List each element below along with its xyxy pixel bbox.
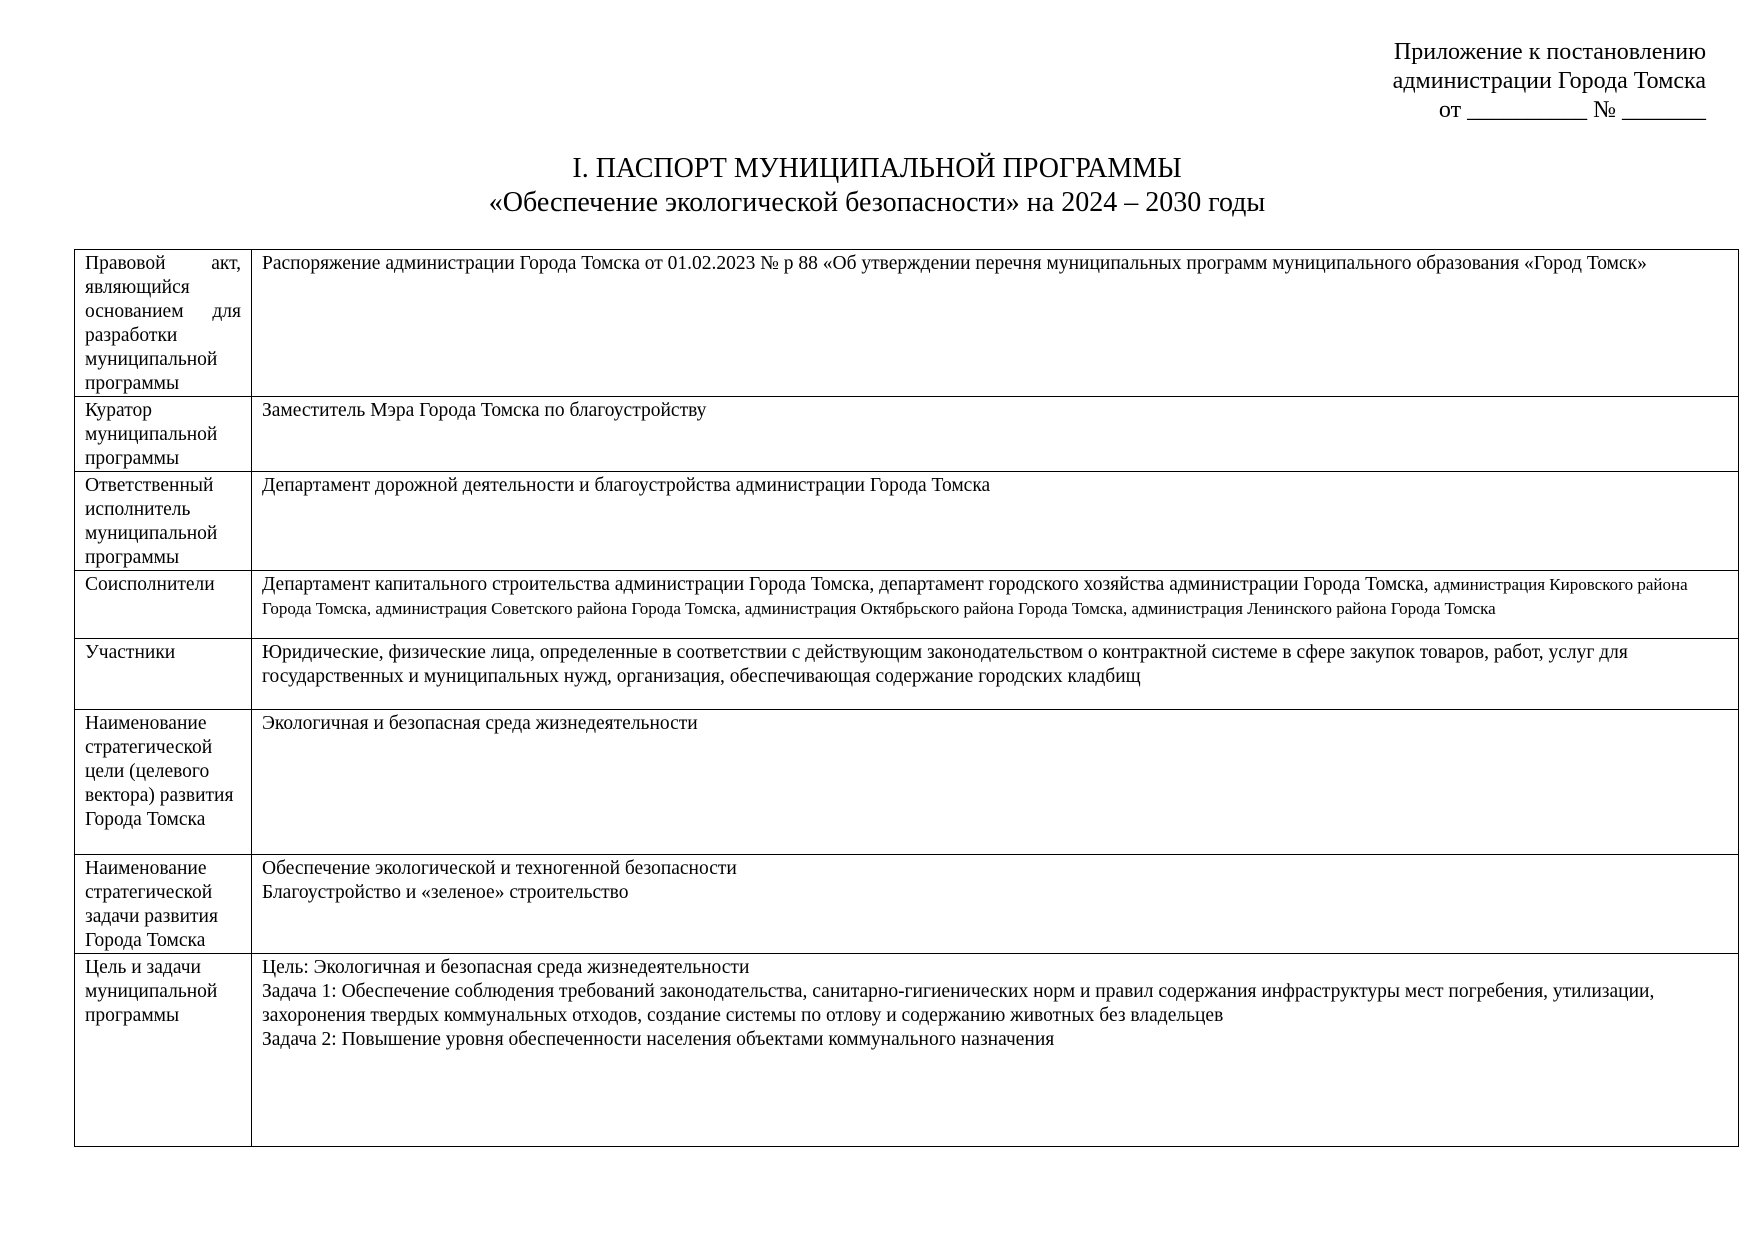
row-label: Участники [75,639,252,710]
row-label: Наименование стратегической цели (целевого вектора) развития Города Томска [75,710,252,855]
row-value: Заместитель Мэра Города Томска по благоустройству [252,397,1739,472]
strategic-task-line-1: Обеспечение экологической и техногенной безопасности [262,858,737,879]
co-executors-part-2: администрация Кировского района Города Томска, администрация Советского района Города Томска, администрация Октябрьского района Города Томска, администрация Ленинского района Города Томска [262,575,1688,618]
row-value: Экологичная и безопасная среда жизнедеятельности [252,710,1739,855]
table-row-responsible-executor [75,472,1739,571]
appendix-note [1186,38,1706,125]
passport-table [74,249,1739,1147]
row-label: Наименование стратегической задачи развития Города Томска [75,855,252,954]
row-label: Соисполнители [75,571,252,639]
row-label: Куратор муниципальной программы [75,397,252,472]
row-label: Ответственный исполнитель муниципальной программы [75,472,252,571]
row-value: Распоряжение администрации Города Томска от 01.02.2023 № р 88 «Об утверждении перечня муниципальных программ муниципального образования «Город Томск» [252,250,1739,397]
table-row-legal-act [75,250,1739,397]
appendix-line-3: от __________ № _______ [1438,97,1706,123]
appendix-line-2: администрации Города Томска [1392,68,1706,94]
table-row-strategic-task [75,855,1739,954]
row-value [252,855,1739,954]
co-executors-part-1: Департамент капитального строительства администрации Города Томска, департамент городского хозяйства администрации Города Томска, [262,574,1429,595]
row-label: Правовой акт, являющийся основанием для разработки муниципальной программы [75,250,252,397]
table-row-strategic-goal [75,710,1739,855]
title-line-1: I. ПАСПОРТ МУНИЦИПАЛЬНОЙ ПРОГРАММЫ [572,153,1182,184]
table-row-program-goal-tasks [75,954,1739,1147]
program-task-1: Задача 1: Обеспечение соблюдения требований законодательства, санитарно-гигиенических норм и правил содержания инфраструктуры мест погребения, утилизации, захоронения твердых коммунальных отходов, создание системы по отлову и содержанию животных без владельцев [262,981,1655,1026]
table-row-co-executors [75,571,1739,639]
row-value: Юридические, физические лица, определенные в соответствии с действующим законодательством о контрактной системе в сфере закупок товаров, работ, услуг для государственных и муниципальных нужд, организация, обеспечивающая содержание городских кладбищ [252,639,1739,710]
program-goal: Цель: Экологичная и безопасная среда жизнедеятельности [262,957,750,978]
table-row-participants [75,639,1739,710]
row-value [252,571,1739,639]
row-value: Департамент дорожной деятельности и благоустройства администрации Города Томска [252,472,1739,571]
program-task-2: Задача 2: Повышение уровня обеспеченности населения объектами коммунального назначения [262,1029,1055,1050]
document-title [0,152,1754,220]
appendix-line-1: Приложение к постановлению [1393,39,1706,65]
title-line-2: «Обеспечение экологической безопасности» на 2024 – 2030 годы [488,187,1266,218]
table-row-curator [75,397,1739,472]
strategic-task-line-2: Благоустройство и «зеленое» строительство [262,882,629,903]
row-value [252,954,1739,1147]
row-label: Цель и задачи муниципальной программы [75,954,252,1147]
